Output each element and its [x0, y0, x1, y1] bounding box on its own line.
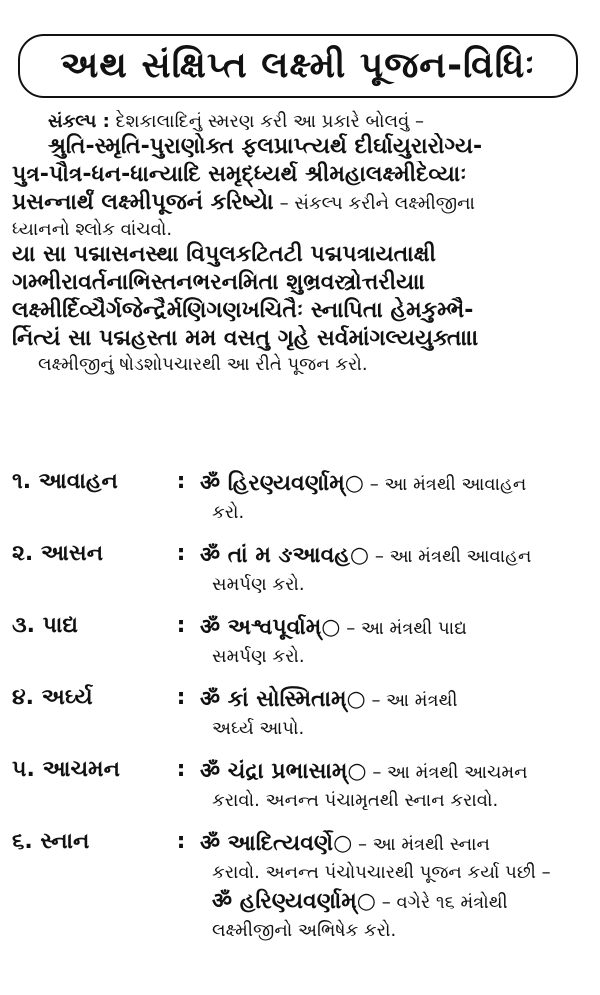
step-text-continued: સમર્પણ કરો.: [212, 645, 305, 667]
step-item: [12, 756, 588, 814]
step-mantra: ॐ અશ્વપૂર્વામ્○: [200, 614, 341, 640]
step-mantra: ॐ કાં સોસ્મિતામ્○: [200, 686, 366, 712]
step-description: [200, 828, 588, 944]
sankalp-line: [12, 110, 588, 133]
step-colon: :: [176, 828, 186, 854]
shloka-line-3: લક્ષ્મીર્દિવ્યૈર્ગજેન્દ્રૈર્મણિગણખચિતૈઃ સ્નાપિતા હેમકુમ્ભૈ-: [12, 297, 474, 323]
step-label: ૨. આસન: [12, 540, 104, 566]
title-frame: [18, 34, 578, 98]
step-text: – આ મંત્રથી આવાહન: [369, 545, 532, 567]
step-text-final: લક્ષ્મીજીનો અભિષેક કરો.: [212, 919, 397, 941]
step-text: – આ મંત્રથી આચમન: [366, 761, 528, 783]
step-colon: :: [176, 684, 186, 710]
sankalp-declaration: પ્રસન્નાર્થં લક્ષ્મીપૂજનં કરિષ્યે।: [12, 190, 274, 216]
intro-section: [12, 110, 588, 376]
step-text-continued: સમર્પણ કરો.: [212, 573, 305, 595]
step-mantra: ॐ આદિત્યવર્ણે○: [200, 830, 353, 856]
step-text-secondary: – વગેરે ૧૬ મંત્રોથી: [376, 891, 508, 913]
step-mantra-secondary: ॐ હરિણ્યવર્ણામ્○: [212, 888, 377, 914]
sankalp-text-line-2: પુત્ર-પૌત્ર-ધન-ધાન્યાદિ સમૃદ્ધ્યર્થ શ્રીમહાલક્ષ્મીદેવ્યાઃ: [12, 162, 467, 188]
sankalp-text-line-3: [12, 189, 588, 217]
shloka-line-2: ગમ્ભીરાવર્તનાભિસ્તનભરનમિતા શુભ્રવસ્ત્રોત્તરીયા।: [12, 269, 426, 295]
step-description: [200, 540, 588, 598]
step-colon: :: [176, 540, 186, 566]
step-text: – આ મંત્રથી સ્નાન: [352, 833, 490, 855]
step-label: ૩. પાદ્ય: [12, 612, 78, 638]
sankalp-followup: – સંકલ્પ કરીને લક્ષ્મીજીના: [273, 193, 475, 215]
step-mantra: ॐ હિરણ્યવર્ણામ્○: [200, 471, 365, 496]
shloka-line-1: યા સા પદ્માસનસ્થા વિપુલકટિતટી પદ્મપત્રાયતાક્ષી: [12, 241, 436, 267]
step-label: ૬. સ્નાન: [12, 828, 90, 854]
page-title: અથ સંક્ષિપ્ત લક્ષ્મી પૂજન-વિધિઃ: [60, 45, 536, 86]
step-description: [200, 756, 588, 814]
step-colon: :: [176, 469, 186, 494]
step-mantra: ॐ ચંદ્રા પ્રભાસામ્○: [200, 758, 367, 784]
step-colon: :: [176, 756, 186, 782]
step-label: ૫. આચમન: [12, 756, 120, 782]
sankalp-text-line-1: શ્રુતિ-સ્મૃતિ-પુરાણોક્ત ફલપ્રાપ્ત્યર્થ દીર્ઘાયુરારોગ્ય-: [48, 134, 483, 160]
step-item: [12, 828, 588, 944]
dhyan-instruction: ધ્યાનનો શ્લોક વાંચવો.: [12, 218, 173, 240]
step-text: – આ મંત્રથી આવાહન: [364, 474, 527, 495]
step-text-continued: અર્ઘ્ય આપો.: [212, 717, 305, 739]
step-colon: :: [176, 612, 186, 638]
steps-intro: લક્ષ્મીજીનું ષોડશોપચારથી આ રીતે પૂજન કરો.: [38, 354, 368, 376]
step-text: – આ મંત્રથી: [365, 689, 458, 711]
step-item: [12, 684, 588, 742]
step-description: [200, 468, 588, 526]
sankalp-label: સંકલ્પ :: [48, 111, 110, 132]
puja-steps-list: [12, 468, 588, 958]
step-text-continued: કરો.: [212, 501, 245, 523]
step-text: – આ મંત્રથી પાદ્ય: [340, 617, 467, 639]
step-label: ૪. અર્ઘ્ય: [12, 684, 93, 710]
step-text-continued: કરાવો. અનન્ત પંચામૃતથી સ્નાન કરાવો.: [212, 789, 499, 811]
step-text-continued: કરાવો. અનન્ત પંચોપચારથી પૂજન કર્યા પછી –: [212, 861, 551, 883]
shloka-line-4: ર્નિત્યં સા પદ્મહસ્તા મમ વસતુ ગૃહે સર્વમાંગલ્યયુક્તા।।: [12, 326, 479, 351]
sankalp-instruction: દેશકાલાદિનું સ્મરણ કરી આ પ્રકારે બોલવું –: [109, 111, 425, 132]
step-item: [12, 540, 588, 598]
step-item: [12, 468, 588, 526]
step-description: [200, 612, 588, 670]
step-label: ૧. આવાહન: [12, 469, 118, 494]
step-item: [12, 612, 588, 670]
step-description: [200, 684, 588, 742]
step-mantra: ॐ તાં મ ઙઆવહ○: [200, 542, 370, 568]
step-extra-mantra-line: [200, 886, 588, 918]
